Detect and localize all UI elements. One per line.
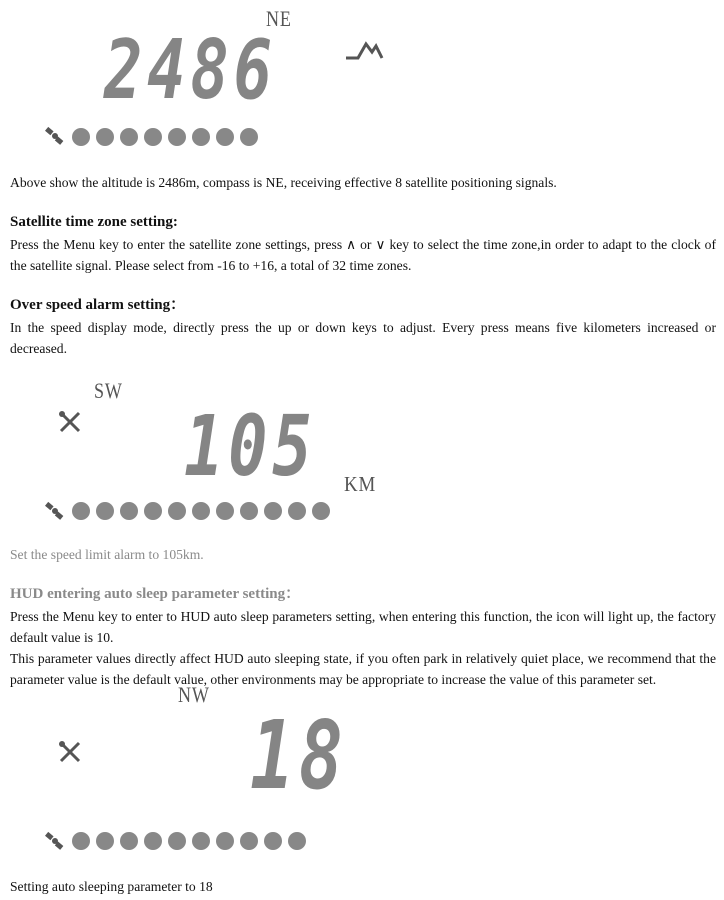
auto-sleep-body-2: This parameter values directly affect HUD auto sleeping state, if you often park in relatively quiet place, we recommend that the parameter value is the default value, other environments may be appropriate to increase the value of this parameter set.	[10, 651, 716, 687]
auto-sleep-heading: HUD entering auto sleep parameter setting：	[10, 586, 301, 602]
signal-dot	[192, 502, 210, 520]
signal-dot	[216, 502, 234, 520]
signal-dot	[288, 502, 306, 520]
signal-dot	[120, 128, 138, 146]
satellite-signal-dots	[72, 502, 330, 520]
signal-dot	[192, 832, 210, 850]
signal-dot	[72, 502, 90, 520]
auto-sleep-display	[0, 680, 724, 860]
signal-dot	[168, 832, 186, 850]
signal-dot	[144, 502, 162, 520]
signal-dot	[168, 502, 186, 520]
auto-sleep-body-1: Press the Menu key to enter to HUD auto sleep parameters setting, when entering this function, the icon will light up, the factory default value is 10.	[10, 609, 716, 645]
speed-display	[0, 370, 724, 530]
signal-dot	[264, 502, 282, 520]
speed-unit: KM	[344, 472, 377, 496]
signal-dot	[240, 128, 258, 146]
compass-direction: SW	[94, 378, 123, 403]
over-speed-heading: Over speed alarm setting：	[10, 297, 186, 313]
signal-dot	[144, 128, 162, 146]
satellite-icon	[44, 500, 68, 524]
altitude-caption: Above show the altitude is 2486m, compass is NE, receiving effective 8 satellite positioning signals.	[10, 175, 557, 190]
mountain-altitude-icon	[344, 38, 384, 62]
satellite-signal-dots	[72, 832, 306, 850]
over-speed-body: In the speed display mode, directly press the up or down keys to adjust. Every press means five kilometers increased or decreased.	[10, 320, 716, 356]
time-zone-heading: Satellite time zone setting:	[10, 214, 178, 230]
signal-dot	[120, 502, 138, 520]
signal-dot	[96, 832, 114, 850]
altitude-reading: 2486	[104, 23, 277, 118]
satellite-icon	[44, 830, 68, 854]
signal-dot	[216, 832, 234, 850]
altitude-display	[0, 0, 724, 160]
signal-dot	[192, 128, 210, 146]
auto-sleep-caption: Setting auto sleeping parameter to 18	[10, 879, 213, 894]
signal-dot	[312, 502, 330, 520]
wrench-screwdriver-icon	[58, 410, 82, 434]
compass-direction: NW	[178, 682, 210, 707]
signal-dot	[240, 832, 258, 850]
satellite-signal-dots	[72, 128, 258, 146]
signal-dot	[216, 128, 234, 146]
time-zone-body: Press the Menu key to enter the satellite zone settings, press ∧ or ∨ key to select the time zone,in order to adapt to the clock of the satellite signal. Please select from -16 to +16, a total of 32 time zones.	[10, 237, 716, 273]
signal-dot	[144, 832, 162, 850]
signal-dot	[72, 128, 90, 146]
signal-dot	[264, 832, 282, 850]
signal-dot	[240, 502, 258, 520]
signal-dot	[96, 502, 114, 520]
sleep-parameter-reading: 18	[250, 702, 348, 811]
compass-direction: NE	[266, 6, 292, 31]
speed-limit-caption: Set the speed limit alarm to 105km.	[10, 547, 204, 562]
signal-dot	[168, 128, 186, 146]
speed-reading: 105	[184, 397, 317, 495]
wrench-screwdriver-icon	[58, 740, 82, 764]
signal-dot	[96, 128, 114, 146]
signal-dot	[288, 832, 306, 850]
signal-dot	[120, 832, 138, 850]
signal-dot	[72, 832, 90, 850]
satellite-icon	[44, 125, 68, 149]
